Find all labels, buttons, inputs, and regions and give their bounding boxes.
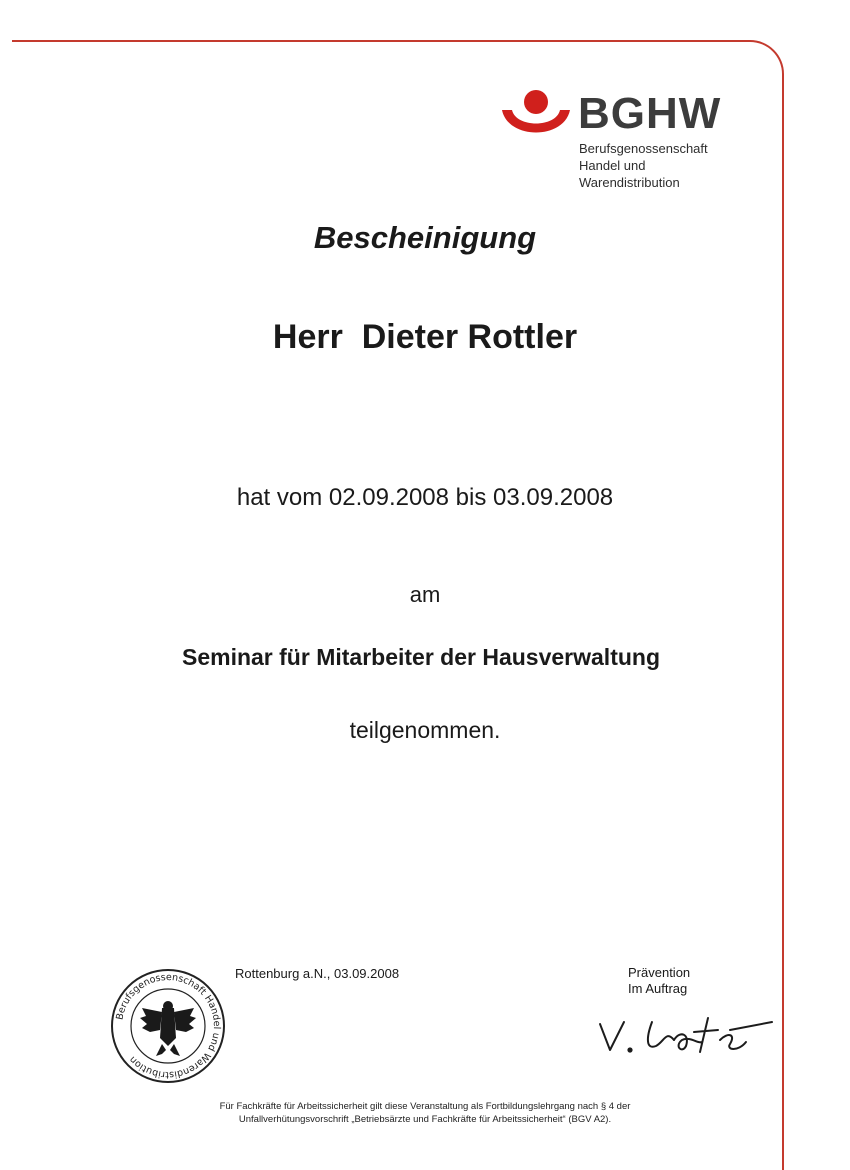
recipient-name: Herr Dieter Rottler	[272, 318, 578, 356]
authority-label: Im Auftrag	[628, 981, 688, 996]
date-range-line: hat vom 02.09.2008 bis 03.09.2008	[236, 484, 614, 511]
handwritten-signature	[590, 1000, 780, 1064]
certificate-title: Bescheinigung	[313, 220, 537, 255]
eagle-icon	[140, 1001, 196, 1056]
logo-subtitle-line-3: Warendistribution	[579, 175, 680, 190]
official-seal-icon	[110, 968, 226, 1084]
logo-name: BGHW	[578, 89, 722, 138]
place-and-date: Rottenburg a.N., 03.09.2008	[235, 966, 400, 981]
bghw-logo	[500, 88, 740, 198]
footer-line-2: Unfallverhütungsvorschrift „Betriebsärzte und Fachkräfte für Arbeitssicherheit“ (BGV A2).	[238, 1114, 612, 1125]
department-label: Prävention	[628, 965, 691, 980]
logo-subtitle	[579, 140, 708, 191]
seal-text: Berufsgenossenschaft Handel und Warendistribution	[114, 971, 223, 1081]
logo-subtitle-line-1: Berufsgenossenschaft	[579, 141, 708, 156]
authority-block	[628, 965, 690, 997]
seminar-title: Seminar für Mitarbeiter der Hausverwaltung	[181, 644, 660, 670]
footer-line-1: Für Fachkräfte für Arbeitssicherheit gilt diese Veranstaltung als Fortbildungslehrgang nach § 4 der	[219, 1101, 631, 1112]
connector-am: am	[409, 582, 441, 607]
closing-text: teilgenommen.	[349, 717, 501, 743]
footer-note	[0, 1100, 850, 1126]
bghw-logo-mark-icon	[500, 88, 572, 148]
logo-subtitle-line-2: Handel und	[579, 158, 646, 173]
